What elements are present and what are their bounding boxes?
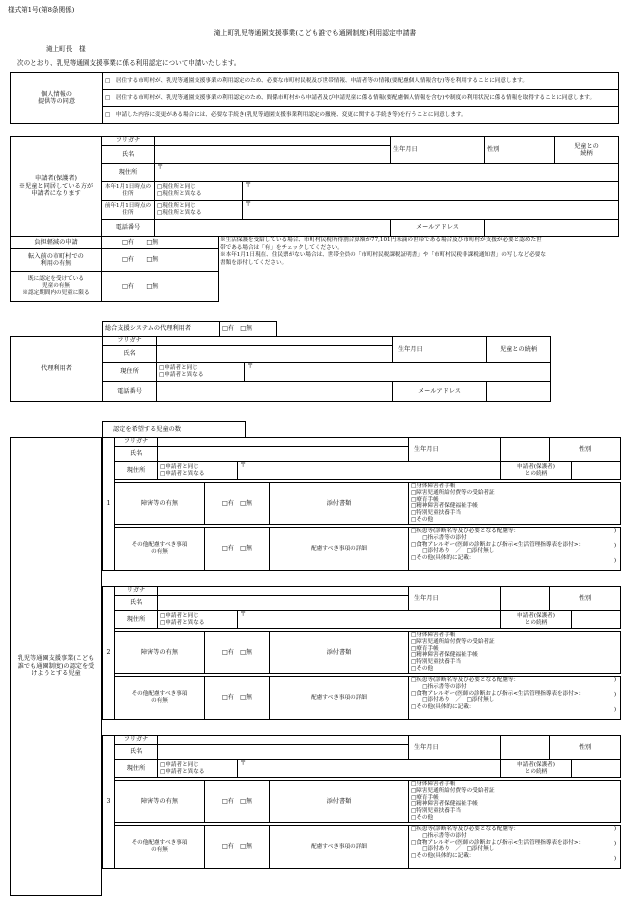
close-paren-1: ) — [613, 826, 616, 832]
child-furigana-label: フリガナ — [115, 438, 158, 447]
child-docs-label: 添付書類 — [270, 483, 409, 525]
child-detail-list[interactable]: □疾患等(診断名等及び必要となる配慮等： □指示書等の添付 □食物アレルギー(医師の診断および指示<生活管理指導表を添付>： □添付あり ／ □添付無し □その他(具体的に記載： ) ) ) — [409, 528, 621, 571]
child-address-label: 現住所 — [115, 462, 158, 480]
child-other-options[interactable]: □有 □無 — [205, 826, 270, 869]
proxy-phone-label: 電話番号 — [103, 382, 157, 402]
child-detail-label: 配慮すべき事項の詳細 — [270, 826, 409, 869]
proxy-side-label: 代理利用者 — [11, 337, 103, 402]
form-number: 様式第1号(第8条関係) — [8, 6, 75, 14]
child-name-field[interactable] — [158, 447, 409, 462]
child-gender-label: 性別 — [550, 736, 621, 760]
burden-label: 負担軽減の申請 — [11, 237, 102, 249]
applicant-name-field[interactable] — [155, 146, 391, 164]
applicant-address-field[interactable]: 〒 — [155, 164, 619, 182]
applicant-furigana-field[interactable] — [155, 137, 391, 146]
child-block-2 — [102, 586, 621, 720]
child-address-field[interactable]: 〒 — [238, 611, 501, 629]
child-other-options[interactable]: □有 □無 — [205, 528, 270, 571]
child-number: 2 — [103, 587, 115, 720]
children-side-label: 乳児等通園支援事業(こども 誰でも通園制度)の認定を受 けようとする児童 — [11, 438, 102, 896]
child-name-field[interactable] — [158, 596, 409, 611]
transfer-options[interactable]: □有 □無 — [102, 249, 219, 272]
child-docs-list[interactable]: □身体障害者手帳 □障害児通所給付費等の受給者証 □療育手帳 □精神障害者保健福祉手帳 □特別児童扶養手当 □その他 — [409, 483, 621, 525]
applicant-phone-label: 電話番号 — [102, 220, 155, 237]
child-block-3 — [102, 735, 621, 869]
child-other-label: その他配慮すべき事項 の有無 — [115, 528, 205, 571]
applicant-prev-label: 前年1月1日時点の 住所 — [102, 201, 155, 220]
recipient: 滝上町長 様 — [46, 45, 86, 53]
child-birth-field[interactable] — [501, 438, 550, 462]
child-other-label: その他配慮すべき事項 の有無 — [115, 677, 205, 720]
child-docs-label: 添付書類 — [270, 632, 409, 674]
proxy-furigana-field[interactable] — [157, 337, 393, 346]
child-relation-field[interactable] — [572, 760, 621, 778]
applicant-mail-field[interactable] — [485, 220, 619, 237]
applicant-name-label: 氏名 — [102, 146, 155, 164]
child-address-options[interactable]: □申請者と同じ □申請者と異なる — [158, 611, 238, 629]
proxy-system-table — [102, 321, 277, 337]
applicant-extra-table — [10, 236, 219, 302]
applicant-address-label: 現住所 — [102, 164, 155, 182]
proxy-address-label: 現住所 — [103, 363, 157, 382]
child-relation-field[interactable] — [572, 611, 621, 629]
proxy-phone-field[interactable] — [157, 382, 393, 402]
child-address-label: 現住所 — [115, 760, 158, 778]
applicant-mail-label: メールアドレス — [391, 220, 485, 237]
child-birth-label: 生年月日 — [409, 438, 501, 462]
applicant-prev-field[interactable]: 〒 — [243, 201, 619, 220]
child-other-label: その他配慮すべき事項 の有無 — [115, 826, 205, 869]
child-disability-options[interactable]: □有 □無 — [205, 781, 270, 823]
child-number: 1 — [103, 438, 115, 571]
close-paren-2: ) — [613, 841, 616, 847]
consent-item-1[interactable]: □ 居住する市町村が、乳児等通園支援事業の利用認定のため、必要な市町村民税及び世帯情報、申請者等の情報(要配慮個人情報含む)等を利用することに同意します。 — [103, 73, 619, 90]
child-name-label: 氏名 — [115, 596, 158, 611]
close-paren-2: ) — [613, 692, 616, 698]
child-furigana-field[interactable] — [158, 736, 409, 745]
child-relation-label: 申請者(保護者) との続柄 — [501, 760, 572, 778]
child-gender-label: 性別 — [550, 587, 621, 611]
child-disability-options[interactable]: □有 □無 — [205, 483, 270, 525]
consent-label: 個人情報の 提供等の同意 — [11, 73, 103, 124]
child-detail-label: 配慮すべき事項の詳細 — [270, 528, 409, 571]
applicant-birth-label: 生年月日 — [391, 137, 485, 164]
applicant-jan1-label: 本年1月1日時点の 住所 — [102, 182, 155, 201]
certified-options[interactable]: □有 □無 — [102, 272, 219, 302]
consent-table — [10, 72, 619, 124]
child-relation-field[interactable] — [572, 462, 621, 480]
child-birth-field[interactable] — [501, 736, 550, 760]
child-disability-options[interactable]: □有 □無 — [205, 632, 270, 674]
applicant-jan1-options[interactable]: □現住所と同じ □現住所と異なる — [155, 182, 243, 201]
proxy-system-label: 総合支援システムの代理利用者 — [103, 322, 220, 337]
form-title: 滝上町乳児等通園支援事業(こども誰でも通園制度)利用認定申請書 — [213, 29, 417, 37]
close-paren-3: ) — [613, 558, 616, 564]
child-furigana-field[interactable] — [158, 438, 409, 447]
proxy-furigana-label: フリガナ — [103, 337, 157, 346]
child-name-field[interactable] — [158, 745, 409, 760]
child-furigana-label: フリガナ — [115, 736, 158, 745]
proxy-address-field[interactable]: 〒 — [245, 363, 551, 382]
child-docs-list[interactable]: □身体障害者手帳 □障害児通所給付費等の受給者証 □療育手帳 □精神障害者保健福祉手帳 □特別児童扶養手当 □その他 — [409, 632, 621, 674]
child-count-table — [102, 421, 246, 438]
applicant-gender-label: 性別 — [485, 137, 555, 164]
child-gender-label: 性別 — [550, 438, 621, 462]
child-number: 3 — [103, 736, 115, 869]
child-address-field[interactable]: 〒 — [238, 462, 501, 480]
child-count-label[interactable]: 認定を希望する児童の数 — [103, 422, 246, 438]
applicant-prev-options[interactable]: □現住所と同じ □現住所と異なる — [155, 201, 243, 220]
child-address-options[interactable]: □申請者と同じ □申請者と異なる — [158, 462, 238, 480]
applicant-jan1-field[interactable]: 〒 — [243, 182, 619, 201]
intro-text: 次のとおり、乳児等通園支援事業に係る利用認定について申請いたします。 — [17, 59, 241, 67]
applicant-table — [10, 136, 619, 237]
child-address-field[interactable]: 〒 — [238, 760, 501, 778]
child-docs-label: 添付書類 — [270, 781, 409, 823]
child-relation-label: 申請者(保護者) との続柄 — [501, 611, 572, 629]
child-address-options[interactable]: □申請者と同じ □申請者と異なる — [158, 760, 238, 778]
applicant-furigana-label: フリガナ — [102, 137, 155, 146]
close-paren-1: ) — [613, 528, 616, 534]
child-detail-list[interactable]: □疾患等(診断名等及び必要となる配慮等： □指示書等の添付 □食物アレルギー(医師の診断および指示<生活管理指導表を添付>： □添付あり ／ □添付無し □その他(具体的に記載： ) ) ) — [409, 826, 621, 869]
proxy-name-label: 氏名 — [103, 346, 157, 363]
child-other-options[interactable]: □有 □無 — [205, 677, 270, 720]
close-paren-3: ) — [613, 856, 616, 862]
child-birth-label: 生年月日 — [409, 587, 501, 611]
close-paren-2: ) — [613, 543, 616, 549]
child-birth-label: 生年月日 — [409, 736, 501, 760]
consent-item-3[interactable]: □ 申請した内容に変更がある場合には、必要な手続き(乳児等通園支援事業利用認定の撤廃、変更に関する手続き等)を行うことに同意します。 — [103, 107, 619, 124]
child-block-1 — [102, 437, 621, 571]
applicant-relation-label: 児童との 続柄 — [555, 137, 619, 164]
child-docs-list[interactable]: □身体障害者手帳 □障害児通所給付費等の受給者証 □療育手帳 □精神障害者保健福祉手帳 □特別児童扶養手当 □その他 — [409, 781, 621, 823]
child-detail-label: 配慮すべき事項の詳細 — [270, 677, 409, 720]
child-detail-list[interactable]: □疾患等(診断名等及び必要となる配慮等： □指示書等の添付 □食物アレルギー(医師の診断および指示<生活管理指導表を添付>： □添付あり ／ □添付無し □その他(具体的に記載： ) ) ) — [409, 677, 621, 720]
proxy-name-field[interactable] — [157, 346, 393, 363]
child-relation-label: 申請者(保護者) との続柄 — [501, 462, 572, 480]
proxy-birth-label: 生年月日 — [393, 337, 487, 363]
proxy-mail-field[interactable] — [487, 382, 551, 402]
child-disability-label: 障害等の有無 — [115, 483, 205, 525]
applicant-side-label: 申請者(保護者) ※児童と同居している方が 申請者になります — [11, 137, 102, 237]
applicant-phone-field[interactable] — [155, 220, 391, 237]
proxy-mail-label: メールアドレス — [393, 382, 487, 402]
child-disability-label: 障害等の有無 — [115, 632, 205, 674]
burden-options[interactable]: □有 □無 — [102, 237, 219, 249]
proxy-address-options[interactable]: □申請者と同じ □申請者と異なる — [157, 363, 245, 382]
close-paren-3: ) — [613, 707, 616, 713]
child-name-label: 氏名 — [115, 447, 158, 462]
close-paren-1: ) — [613, 677, 616, 683]
applicant-notes: ※生活保護を受給している場合、市町村民税所得割合算額が77,101円未満の世帯である場合及び市町村が支援が必要と認めた世 帯である場合は「有」をチェックしてください。 ※本年1月1日現在、住民票がない場合は、世帯全員の「市町村民税課税証明書」や「市町村民税非課税通知書」の写しなど必要な 書類を添付してください。 — [220, 237, 546, 266]
proxy-table — [10, 336, 551, 402]
child-disability-label: 障害等の有無 — [115, 781, 205, 823]
proxy-system-options[interactable]: □有 □無 — [220, 322, 277, 337]
child-name-label: 氏名 — [115, 745, 158, 760]
child-birth-field[interactable] — [501, 587, 550, 611]
transfer-label: 転入前の市町村での 利用の有無 — [11, 249, 102, 272]
children-side-table — [10, 437, 102, 896]
consent-item-2[interactable]: □ 居住する市町村が、乳児等通園支援事業の利用認定のため、間係市町村から申請者及び申請児童に係る情報(要配慮個人情報を含む)や制度の利用状況に係る情報を取得することに同意します。 — [103, 90, 619, 107]
child-furigana-field[interactable] — [158, 587, 409, 596]
child-address-label: 現住所 — [115, 611, 158, 629]
certified-label: 既に認定を受けている 児童の有無 ※認定期間内の児童に限る — [11, 272, 102, 302]
proxy-relation-label: 児童との続柄 — [487, 337, 551, 363]
child-furigana-label: リガナ — [115, 587, 158, 596]
